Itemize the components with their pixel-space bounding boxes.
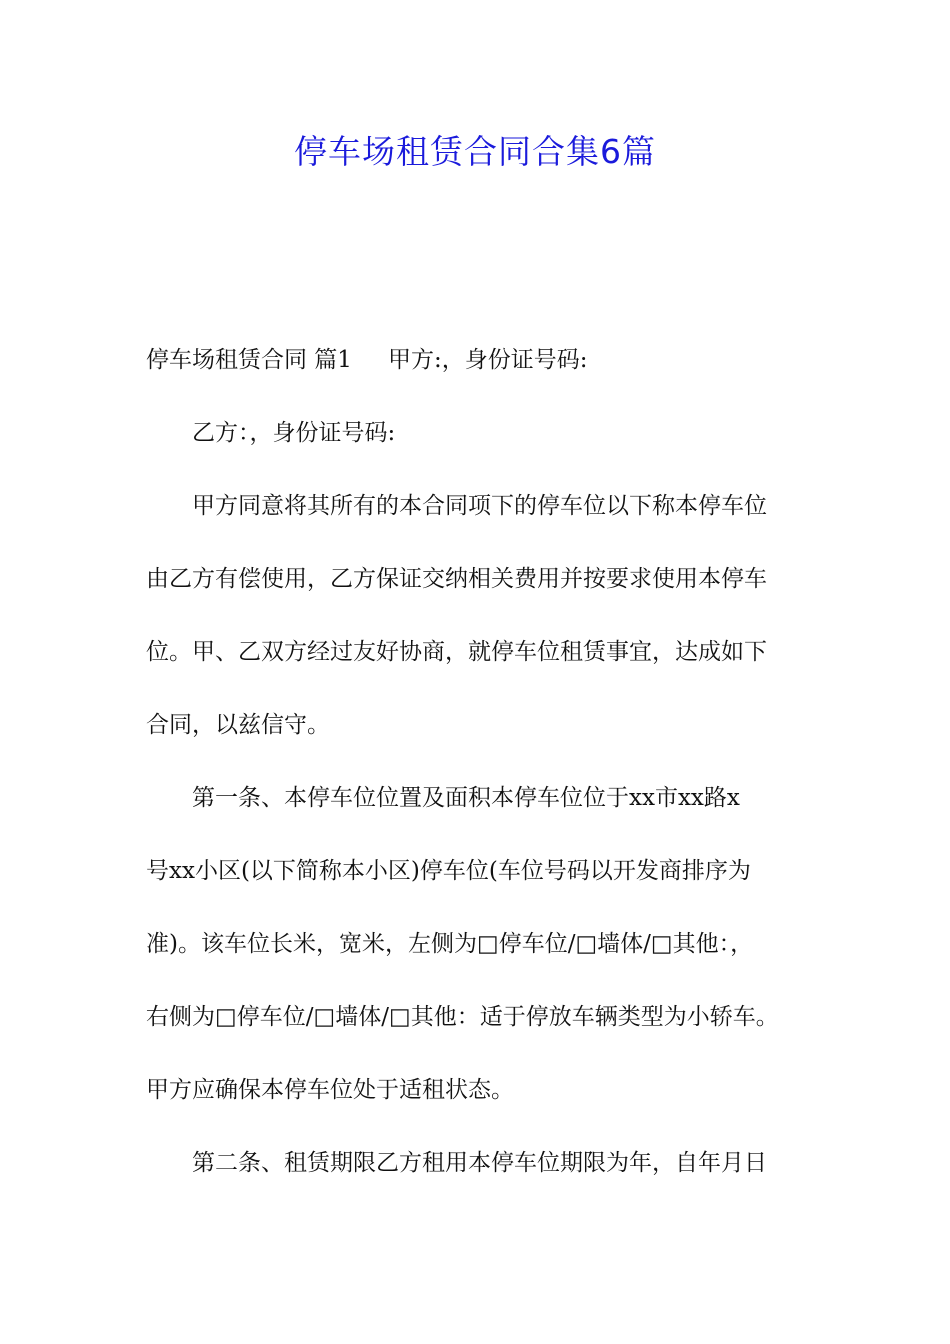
party-a-line: 甲方:，身份证号码: xyxy=(387,347,588,373)
document-title: 停车场租赁合同合集6篇 xyxy=(294,132,656,171)
paragraph-line: 甲方应确保本停车位处于适租状态。 xyxy=(146,1077,514,1103)
paragraph-line: 第二条、租赁期限乙方租用本停车位期限为年，自年月日 xyxy=(192,1150,767,1176)
paragraph-line: 由乙方有偿使用，乙方保证交纳相关费用并按要求使用本停车 xyxy=(146,566,767,592)
paragraph-line: 位。甲、乙双方经过友好协商，就停车位租赁事宜，达成如下 xyxy=(146,639,767,665)
paragraph-line: 第一条、本停车位位置及面积本停车位位于xx市xx路x xyxy=(192,785,740,811)
paragraph-line: 准)。该车位长米，宽米，左侧为□停车位/□墙体/□其他：， xyxy=(146,931,754,957)
document-body xyxy=(146,340,826,1216)
paragraph-line: 甲方同意将其所有的本合同项下的停车位以下称本停车位 xyxy=(192,493,767,519)
paragraph-line: 合同，以兹信守。 xyxy=(146,712,330,738)
paragraph-line xyxy=(146,340,826,380)
paragraph-line: 号xx小区(以下简称本小区)停车位(车位号码以开发商排序为 xyxy=(146,858,751,884)
paragraph-line: 右侧为□停车位/□墙体/□其他：适于停放车辆类型为小轿车。 xyxy=(146,1004,779,1030)
section-heading: 停车场租赁合同 篇1 xyxy=(146,347,352,373)
party-b-line: 乙方：，身份证号码: xyxy=(192,420,396,446)
